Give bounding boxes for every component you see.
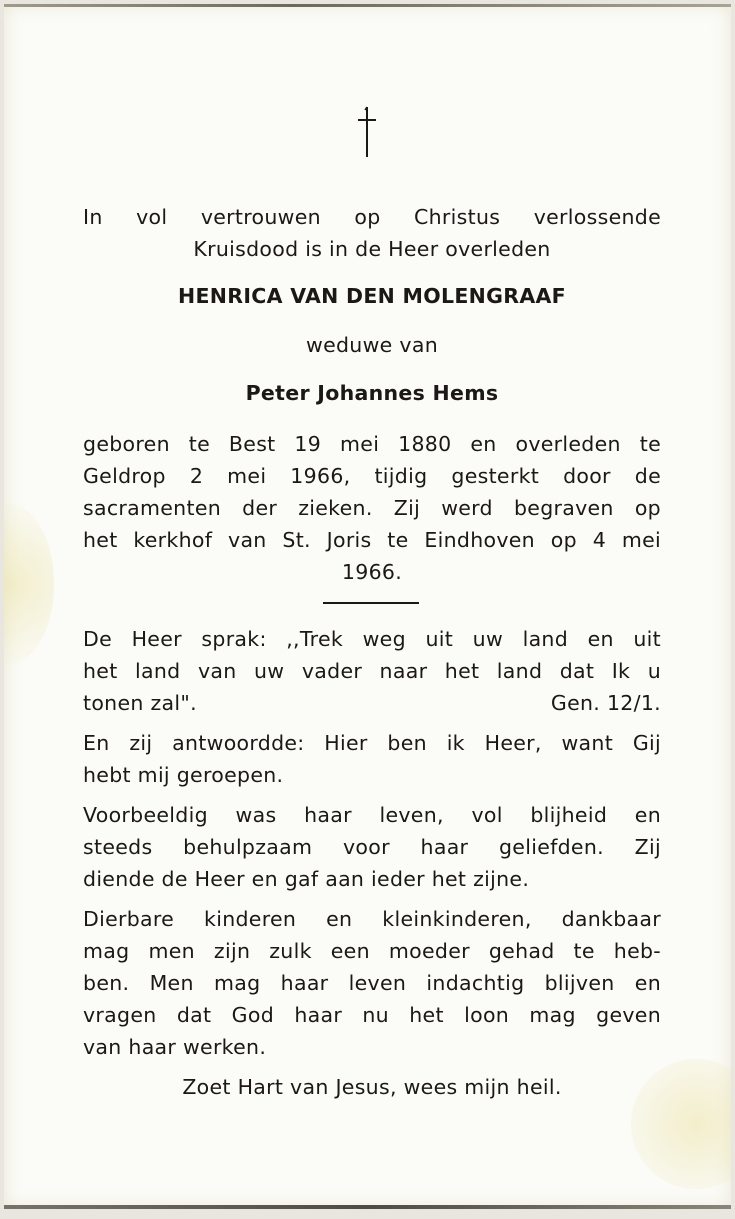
children-line: ben. Men mag haar leven indachtig blijven en bbox=[83, 971, 661, 995]
quote-reference: Gen. 12/1. bbox=[550, 691, 661, 715]
answer-line: En zij antwoordde: Hier ben ik Heer, want Gij bbox=[83, 731, 661, 755]
children-line: vragen dat God haar nu het loon mag geven bbox=[83, 1003, 661, 1027]
memorial-card bbox=[4, 4, 731, 1209]
card-top-edge bbox=[4, 4, 731, 7]
intro-line: In vol vertrouwen op Christus verlossende bbox=[83, 205, 661, 229]
intro-text bbox=[83, 201, 661, 265]
biography-line: geboren te Best 19 mei 1880 en overleden te bbox=[83, 432, 661, 456]
scripture-quote bbox=[83, 623, 661, 719]
deceased-name: HENRICA VAN DEN MOLENGRAAF bbox=[178, 284, 566, 308]
quote-line: De Heer sprak: ,,Trek weg uit uw land en uit bbox=[83, 627, 661, 651]
answer-paragraph bbox=[83, 727, 661, 791]
biography-line: het kerkhof van St. Joris te Eindhoven op 4 mei bbox=[83, 528, 661, 552]
children-line: van haar werken. bbox=[83, 1035, 267, 1059]
biography-line: sacramenten der zieken. Zij werd begraven op bbox=[83, 496, 661, 520]
section-divider bbox=[323, 602, 419, 604]
paper-stain bbox=[4, 504, 54, 664]
virtue-paragraph bbox=[83, 799, 661, 895]
spouse-name: Peter Johannes Hems bbox=[245, 381, 499, 405]
virtue-line: Voorbeeldig was haar leven, vol blijheid en bbox=[83, 803, 661, 827]
biography bbox=[83, 428, 661, 588]
intro-line: Kruisdood is in de Heer overleden bbox=[193, 237, 551, 261]
quote-final-line bbox=[83, 687, 661, 719]
children-paragraph bbox=[83, 903, 661, 1063]
quote-line: tonen zal". bbox=[83, 691, 197, 715]
answer-line: hebt mij geroepen. bbox=[83, 763, 284, 787]
virtue-line: diende de Heer en gaf aan ieder het zijne. bbox=[83, 867, 530, 891]
biography-line: Geldrop 2 mei 1966, tijdig gesterkt door de bbox=[83, 464, 661, 488]
widow-of-label: weduwe van bbox=[306, 333, 438, 357]
closing-prayer: Zoet Hart van Jesus, wees mijn heil. bbox=[182, 1075, 562, 1099]
biography-line: 1966. bbox=[341, 560, 403, 584]
latin-cross-icon bbox=[357, 106, 377, 158]
children-line: Dierbare kinderen en kleinkinderen, dankbaar bbox=[83, 907, 661, 931]
quote-line: het land van uw vader naar het land dat Ik u bbox=[83, 659, 661, 683]
virtue-line: steeds behulpzaam voor haar geliefden. Zij bbox=[83, 835, 661, 859]
card-bottom-edge bbox=[4, 1205, 731, 1209]
children-line: mag men zijn zulk een moeder gehad te heb- bbox=[83, 939, 661, 963]
